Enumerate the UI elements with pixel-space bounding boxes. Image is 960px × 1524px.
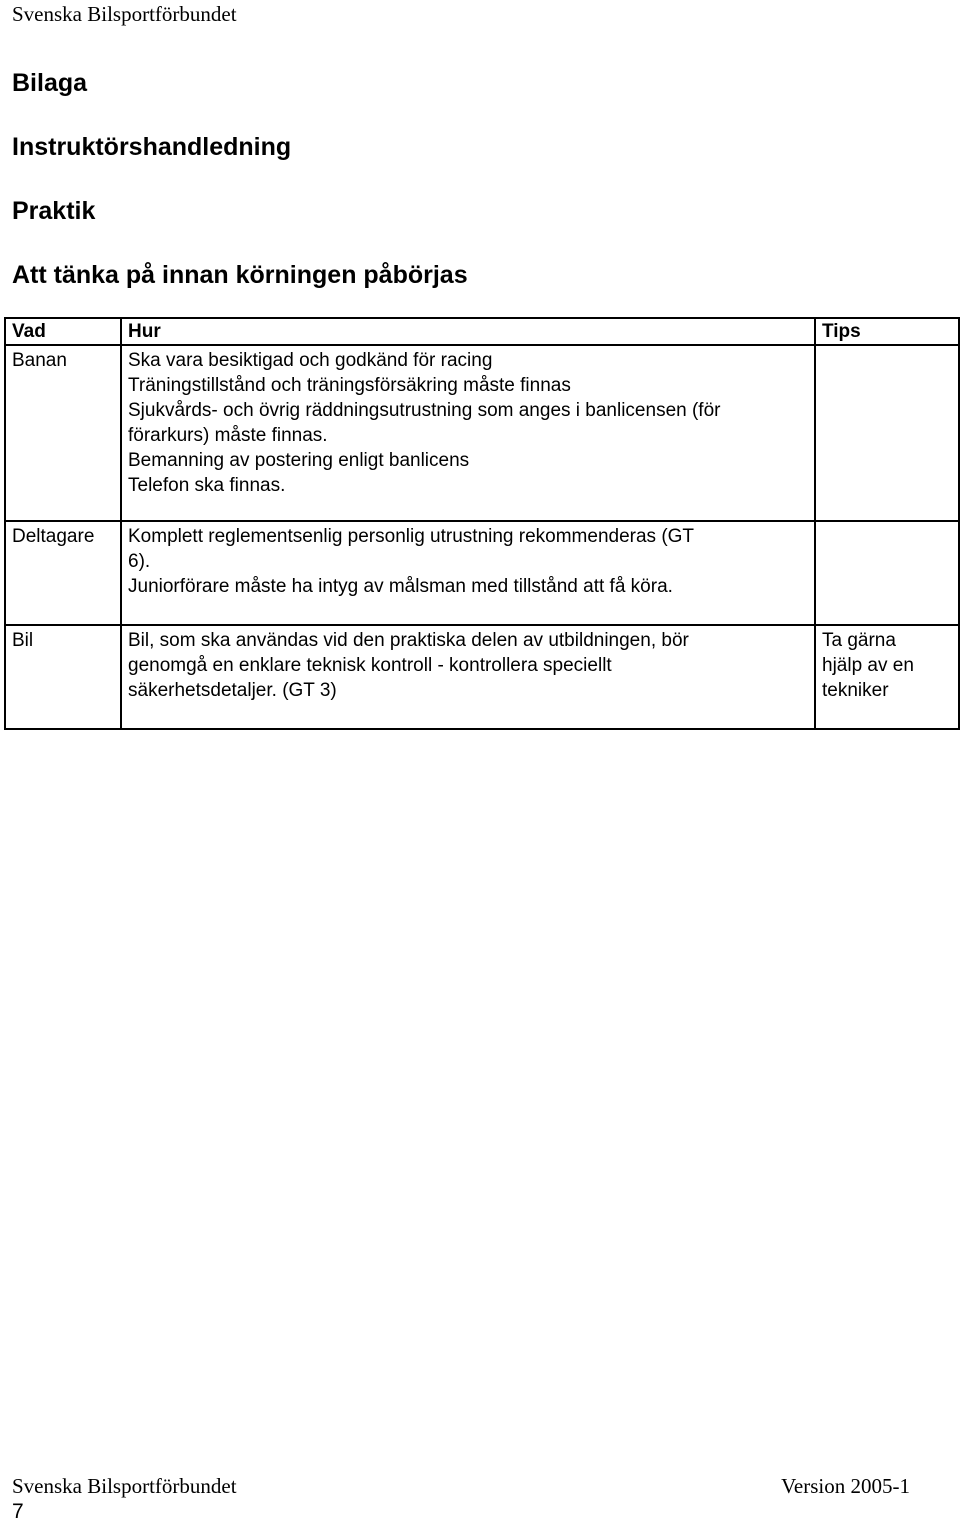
heading-instruktorshandledning: Instruktörshandledning: [12, 133, 292, 161]
heading-praktik: Praktik: [12, 197, 96, 225]
cell-vad: Deltagare: [5, 521, 121, 625]
cell-hur: [121, 625, 815, 729]
hur-line: Bil, som ska användas vid den praktiska delen av utbildningen, bör: [128, 630, 689, 651]
cell-vad: Banan: [5, 345, 121, 521]
cell-tips: [815, 625, 959, 729]
cell-vad: Bil: [5, 625, 121, 729]
checklist-table: [4, 317, 960, 730]
column-header-hur: Hur: [121, 318, 815, 345]
hur-line: säkerhetsdetaljer. (GT 3): [128, 680, 337, 701]
cell-hur: [121, 521, 815, 625]
hur-line: Sjukvårds- och övrig räddningsutrustning som anges i banlicensen (för: [128, 400, 721, 421]
hur-line: Bemanning av postering enligt banlicens: [128, 450, 470, 471]
table-row: [5, 521, 959, 625]
hur-line: Telefon ska finnas.: [128, 475, 286, 496]
heading-att-tanka: Att tänka på innan körningen påbörjas: [12, 261, 468, 289]
table-header-row: [5, 318, 959, 345]
column-header-vad: Vad: [5, 318, 121, 345]
table-row: [5, 345, 959, 521]
hur-line: förarkurs) måste finnas.: [128, 425, 328, 446]
cell-tips: [815, 345, 959, 521]
hur-line: Träningstillstånd och träningsförsäkring måste finnas: [128, 375, 571, 396]
cell-tips: [815, 521, 959, 625]
page-number: 7: [12, 1500, 24, 1523]
page-header-organization: Svenska Bilsportförbundet: [12, 2, 237, 26]
page-footer-organization: Svenska Bilsportförbundet: [12, 1474, 237, 1498]
tips-line: hjälp av en: [822, 655, 914, 676]
page-footer-version: Version 2005-1: [781, 1474, 910, 1498]
column-header-tips: Tips: [815, 318, 959, 345]
tips-line: tekniker: [822, 680, 889, 701]
hur-line: Komplett reglementsenlig personlig utrustning rekommenderas (GT: [128, 526, 695, 547]
hur-line: 6).: [128, 551, 151, 572]
hur-line: Juniorförare måste ha intyg av målsman med tillstånd att få köra.: [128, 576, 673, 597]
tips-line: Ta gärna: [822, 630, 896, 651]
hur-line: Ska vara besiktigad och godkänd för racing: [128, 350, 493, 371]
table-row: [5, 625, 959, 729]
heading-bilaga: Bilaga: [12, 69, 88, 97]
hur-line: genomgå en enklare teknisk kontroll - kontrollera speciellt: [128, 655, 612, 676]
cell-hur: [121, 345, 815, 521]
